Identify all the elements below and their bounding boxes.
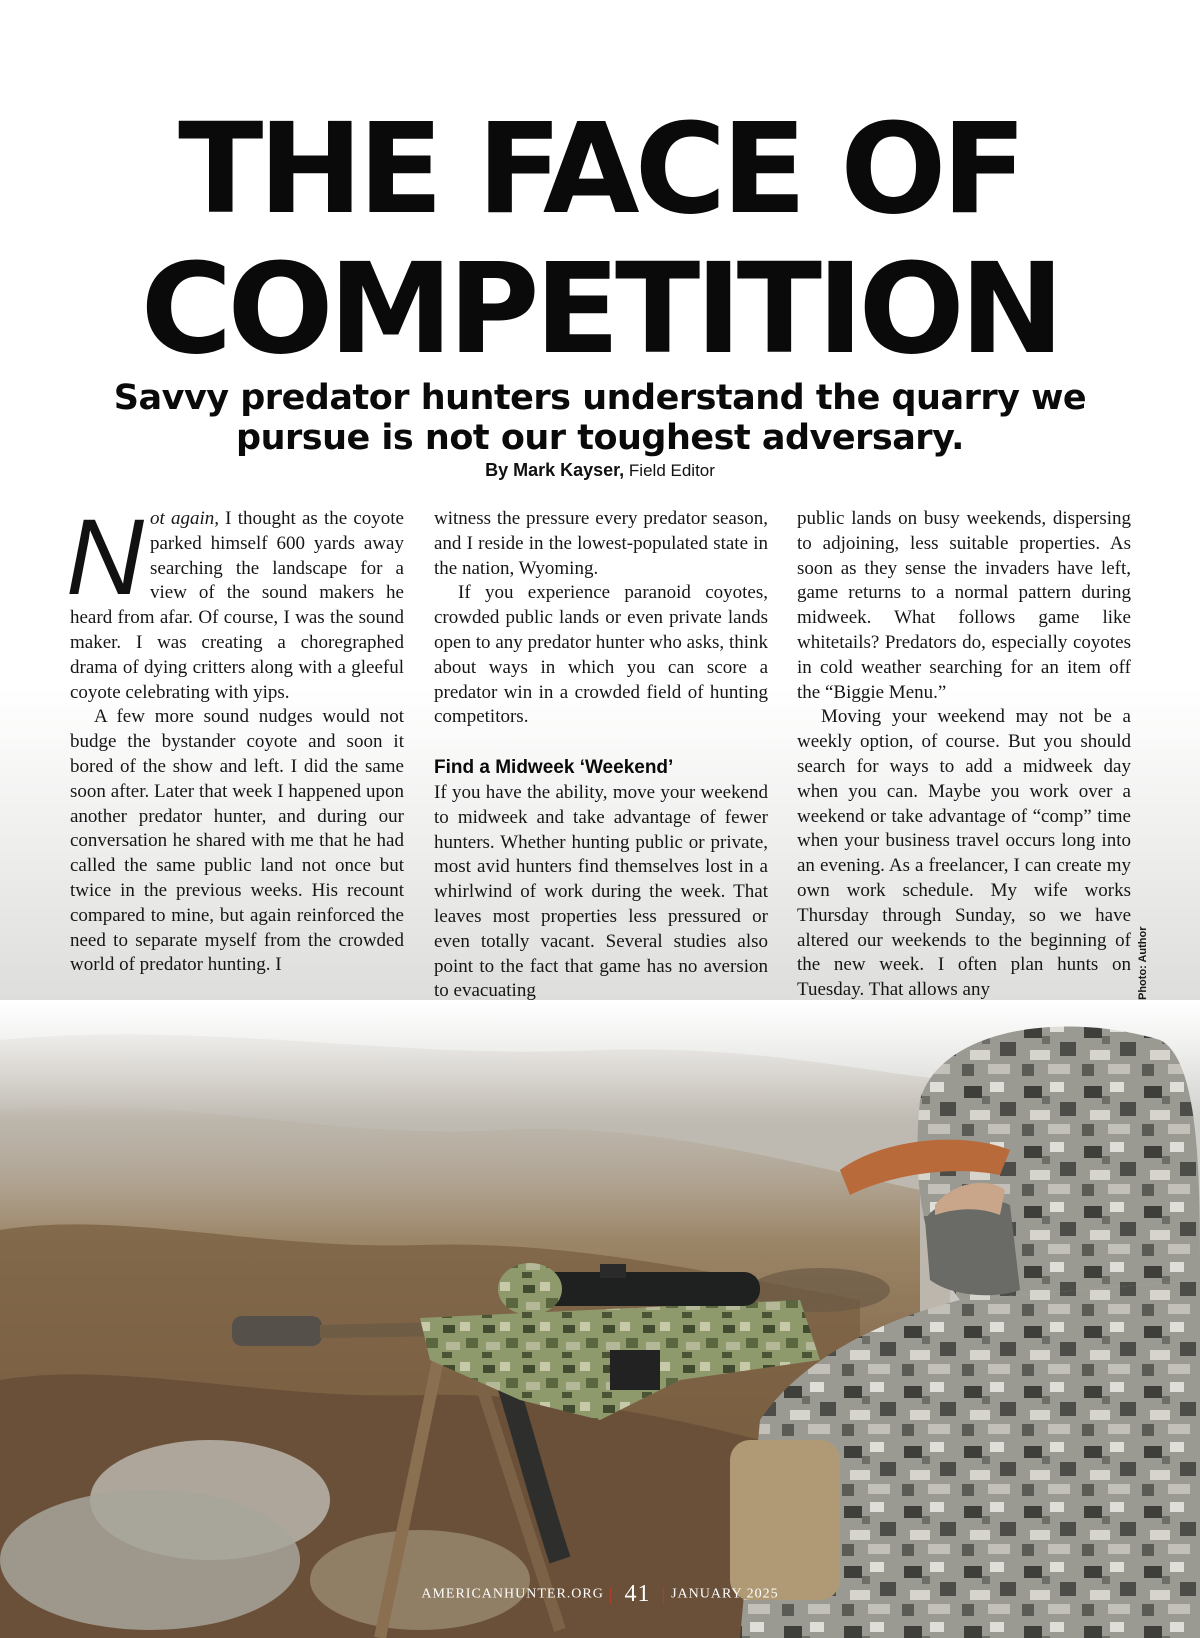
title-line-1: THE FACE OF	[178, 97, 1022, 242]
lead-italic-text: ot again,	[150, 508, 219, 529]
paragraph	[66, 496, 404, 705]
title-line-2: COMPETITION	[140, 237, 1060, 382]
photo-credit: Photo: Author	[1137, 926, 1149, 1000]
byline-author: By Mark Kayser,	[485, 460, 625, 480]
paragraph: If you have the ability, move your weekend to midweek and take advantage of fewer hunters. Whether hunting public or private, most avid hunters find themselves lost in a whirlwind of work during the week. That leaves most properties less pressured or even totally vacant. Several studies also point to the fact that game has no aversion to evacuating	[434, 781, 768, 1002]
section-subhead: Find a Midweek ‘Weekend’	[434, 757, 674, 779]
paragraph: If you experience paranoid coyotes, crowded public lands or even private lands open to any predator hunter who asks, think about ways in which you can score a predator win in a crowded field of hunting competitors.	[434, 582, 768, 728]
footer-site: AMERICANHUNTER.ORG	[421, 1586, 604, 1602]
footer-separator: |	[661, 1584, 667, 1604]
article-title	[0, 97, 1200, 382]
footer-date: JANUARY 2025	[671, 1586, 779, 1602]
byline-role: Field Editor	[628, 461, 715, 480]
footer-separator: |	[608, 1584, 614, 1604]
drop-cap: N	[66, 496, 144, 617]
article-column-3	[797, 507, 1131, 1003]
byline	[0, 460, 1200, 481]
article-column-1	[66, 496, 404, 978]
article-column-2	[434, 507, 768, 1004]
paragraph: A few more sound nudges would not budge the bystander coyote and soon it bored of the show and left. I did the same soon after. Later that week I happened upon another predator hunter, and during our conversation he shared with me that he had called the same public land not once but twice in the previous weeks. His recount compared to mine, but again reinforced the need to separate myself from the crowded world of predator hunting. I	[70, 706, 404, 976]
paragraph: public lands on busy weekends, dispersing to adjoining, less suitable properties. As soon as they sense the invaders have left, game returns to a normal pattern during midweek. What follows game like whitetails? Predators do, especially coyotes in cold weather searching for an item off the “Biggie Menu.”	[797, 508, 1131, 703]
page-footer	[0, 1581, 1200, 1608]
paragraph: Moving your weekend may not be a weekly option, of course. But you should search for ways to add a midweek day when you can. Maybe you work over a weekend or take advantage of “comp” time when your business travel occurs long into an evening. As a freelancer, I can create my own work schedule. My wife works Thursday through Sunday, so we have altered our weekends to the beginning of the new week. I often plan hunts on Tuesday. That allows any	[797, 706, 1131, 1001]
page-number: 41	[624, 1581, 651, 1607]
paragraph-text: I thought as the coyote parked himself 600 yards away searching the landscape for a view of the sound makers he heard from afar. Of course, I was the sound maker. I was creating a choregraphed drama of dying critters along with a gleeful coyote celebrating with yips.	[70, 508, 404, 703]
article-deck: Savvy predator hunters understand the quarry we pursue is not our toughest adversary.	[113, 378, 1087, 458]
paragraph: witness the pressure every predator season, and I reside in the lowest-populated state in the nation, Wyoming.	[434, 508, 768, 579]
